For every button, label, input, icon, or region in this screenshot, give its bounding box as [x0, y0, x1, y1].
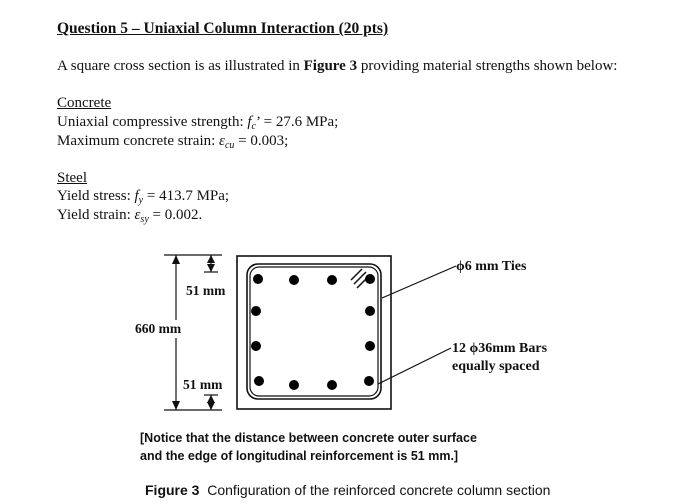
concrete-strain-value: = 0.003;: [234, 133, 289, 149]
fy-subscript: y: [138, 195, 144, 206]
bar-3: [327, 275, 337, 285]
bar-5: [251, 306, 261, 316]
bars-label-line1: 12 ϕ36mm Bars: [452, 341, 548, 356]
bar-1: [253, 274, 263, 284]
arrow-top-up: [207, 255, 215, 263]
figure-reference: Figure 3: [303, 58, 358, 74]
arrow-bottom-down: [207, 402, 215, 410]
arrow-total-up: [172, 255, 180, 264]
figure-caption-label: Figure 3: [145, 482, 200, 498]
intro-text-before: A square cross section is as illustrated in: [57, 58, 304, 74]
concrete-strength-value: ’ = 27.6 MPa;: [256, 114, 339, 130]
arrow-bottom-up: [207, 395, 215, 403]
arrow-total-down: [172, 401, 180, 410]
bar-12: [364, 376, 374, 386]
bars-label-line2: equally spaced: [452, 359, 540, 374]
arrow-top-down: [207, 264, 215, 272]
esy-symbol: ε: [134, 207, 141, 223]
dim-top-label: 51 mm: [186, 283, 226, 298]
bar-11: [327, 380, 337, 390]
bar-10: [289, 380, 299, 390]
fc-symbol: f: [247, 114, 252, 130]
notice-line-2: and the edge of longitudinal reinforcement is 51 mm.]: [140, 449, 459, 463]
bar-6: [365, 306, 375, 316]
concrete-strength-label: Uniaxial compressive strength:: [57, 114, 248, 130]
ecu-subscript: cu: [224, 140, 235, 151]
concrete-strain-label: Maximum concrete strain:: [57, 133, 220, 149]
fy-symbol: f: [134, 188, 139, 204]
ties-label: ϕ6 mm Ties: [456, 259, 527, 274]
steel-section-title: Steel: [57, 170, 87, 186]
yield-stress-label: Yield stress:: [57, 188, 135, 204]
yield-strain-label: Yield strain:: [57, 207, 135, 223]
bar-2: [289, 275, 299, 285]
question-heading: Question 5 – Uniaxial Column Interaction (20 pts): [57, 20, 389, 37]
dim-bottom-label: 51 mm: [183, 377, 223, 392]
concrete-section-title: Concrete: [57, 95, 112, 111]
bar-9: [254, 376, 264, 386]
notice-line-1: [Notice that the distance between concrete outer surface: [140, 431, 477, 445]
dim-total-label: 660 mm: [135, 321, 182, 336]
intro-text-after: providing material strengths shown below:: [357, 58, 618, 74]
figure-caption: [145, 482, 550, 498]
figure-caption-text: Configuration of the reinforced concrete column section: [199, 482, 551, 498]
yield-stress-value: = 413.7 MPa;: [143, 188, 230, 204]
fc-subscript: c: [251, 121, 256, 132]
bar-4: [365, 274, 375, 284]
ecu-symbol: ε: [219, 133, 225, 149]
yield-strain-value: = 0.002.: [148, 207, 203, 223]
esy-subscript: sy: [140, 214, 149, 225]
bar-7: [251, 341, 261, 351]
bar-8: [365, 341, 375, 351]
ties-leader: [382, 266, 456, 298]
